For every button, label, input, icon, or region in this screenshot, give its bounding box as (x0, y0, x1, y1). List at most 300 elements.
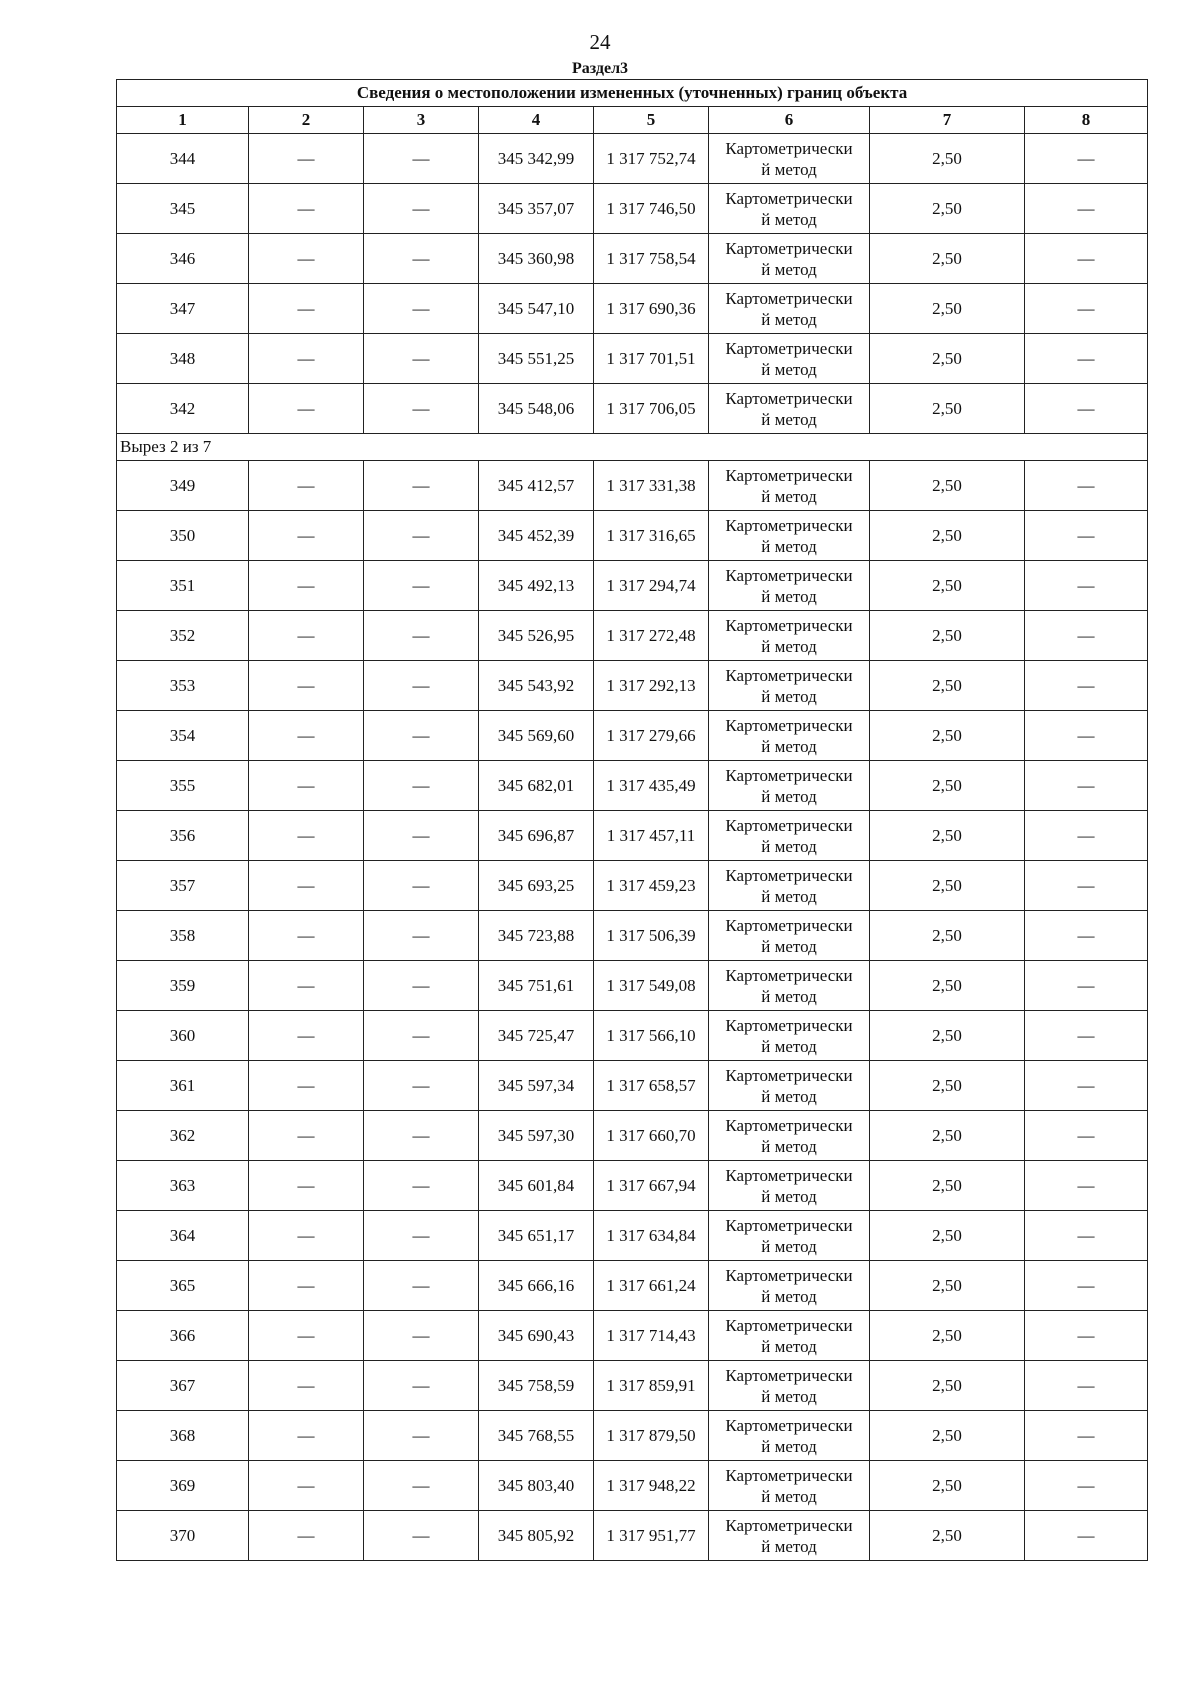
method-cell (709, 1361, 870, 1411)
column-header: 8 (1025, 107, 1148, 134)
table-row (117, 134, 1148, 184)
x-coordinate-cell: 345 342,99 (479, 134, 594, 184)
accuracy-cell: 2,50 (870, 1261, 1025, 1311)
point-number-cell: 346 (117, 234, 249, 284)
empty-dash-cell: — (364, 711, 479, 761)
method-line: й метод (761, 786, 817, 806)
point-number-cell: 354 (117, 711, 249, 761)
method-cell (709, 961, 870, 1011)
method-line: Картометрически (725, 965, 853, 985)
method-line: й метод (761, 1386, 817, 1406)
method-cell (709, 1461, 870, 1511)
empty-dash-cell: — (364, 1411, 479, 1461)
table-row (117, 334, 1148, 384)
y-coordinate-cell: 1 317 549,08 (594, 961, 709, 1011)
empty-dash-cell: — (1025, 1211, 1148, 1261)
empty-dash-cell: — (364, 1511, 479, 1561)
empty-dash-cell: — (249, 1011, 364, 1061)
accuracy-cell: 2,50 (870, 334, 1025, 384)
method-line: й метод (761, 1136, 817, 1156)
method-line: Картометрически (725, 238, 853, 258)
y-coordinate-cell: 1 317 951,77 (594, 1511, 709, 1561)
column-header: 1 (117, 107, 249, 134)
method-line: Картометрически (725, 1065, 853, 1085)
x-coordinate-cell: 345 526,95 (479, 611, 594, 661)
x-coordinate-cell: 345 452,39 (479, 511, 594, 561)
empty-dash-cell: — (249, 384, 364, 434)
method-line: Картометрически (725, 1365, 853, 1385)
method-cell (709, 761, 870, 811)
x-coordinate-cell: 345 803,40 (479, 1461, 594, 1511)
x-coordinate-cell: 345 768,55 (479, 1411, 594, 1461)
y-coordinate-cell: 1 317 690,36 (594, 284, 709, 334)
method-line: Картометрически (725, 388, 853, 408)
method-line: й метод (761, 986, 817, 1006)
empty-dash-cell: — (1025, 811, 1148, 861)
method-line: Картометрически (725, 1115, 853, 1135)
column-header: 7 (870, 107, 1025, 134)
empty-dash-cell: — (1025, 1161, 1148, 1211)
accuracy-cell: 2,50 (870, 761, 1025, 811)
empty-dash-cell: — (1025, 461, 1148, 511)
table-row (117, 1211, 1148, 1261)
x-coordinate-cell: 345 357,07 (479, 184, 594, 234)
empty-dash-cell: — (249, 1511, 364, 1561)
method-line: Картометрически (725, 665, 853, 685)
method-cell (709, 861, 870, 911)
y-coordinate-cell: 1 317 701,51 (594, 334, 709, 384)
empty-dash-cell: — (1025, 711, 1148, 761)
empty-dash-cell: — (249, 1161, 364, 1211)
method-line: й метод (761, 836, 817, 856)
accuracy-cell: 2,50 (870, 561, 1025, 611)
method-cell (709, 1061, 870, 1111)
method-line: й метод (761, 1336, 817, 1356)
method-line: Картометрически (725, 188, 853, 208)
method-line: Картометрически (725, 1215, 853, 1235)
point-number-cell: 355 (117, 761, 249, 811)
empty-dash-cell: — (1025, 184, 1148, 234)
y-coordinate-cell: 1 317 948,22 (594, 1461, 709, 1511)
accuracy-cell: 2,50 (870, 661, 1025, 711)
empty-dash-cell: — (364, 911, 479, 961)
table-row (117, 761, 1148, 811)
method-line: Картометрически (725, 1465, 853, 1485)
empty-dash-cell: — (249, 234, 364, 284)
section-title: Раздел3 (571, 60, 629, 77)
empty-dash-cell: — (1025, 234, 1148, 284)
y-coordinate-cell: 1 317 331,38 (594, 461, 709, 511)
x-coordinate-cell: 345 551,25 (479, 334, 594, 384)
x-coordinate-cell: 345 751,61 (479, 961, 594, 1011)
empty-dash-cell: — (249, 1061, 364, 1111)
empty-dash-cell: — (364, 761, 479, 811)
accuracy-cell: 2,50 (870, 1361, 1025, 1411)
method-line: й метод (761, 159, 817, 179)
method-cell (709, 911, 870, 961)
method-cell (709, 1411, 870, 1461)
empty-dash-cell: — (364, 661, 479, 711)
empty-dash-cell: — (364, 961, 479, 1011)
x-coordinate-cell: 345 360,98 (479, 234, 594, 284)
method-line: Картометрически (725, 765, 853, 785)
empty-dash-cell: — (249, 184, 364, 234)
empty-dash-cell: — (1025, 1461, 1148, 1511)
table-row (117, 1411, 1148, 1461)
method-cell (709, 384, 870, 434)
empty-dash-cell: — (249, 811, 364, 861)
table-row (117, 1161, 1148, 1211)
point-number-cell: 348 (117, 334, 249, 384)
method-line: й метод (761, 1186, 817, 1206)
empty-dash-cell: — (1025, 1061, 1148, 1111)
empty-dash-cell: — (249, 661, 364, 711)
method-line: Картометрически (725, 465, 853, 485)
empty-dash-cell: — (364, 384, 479, 434)
method-cell (709, 711, 870, 761)
accuracy-cell: 2,50 (870, 134, 1025, 184)
empty-dash-cell: — (364, 1361, 479, 1411)
table-row (117, 1361, 1148, 1411)
empty-dash-cell: — (249, 1311, 364, 1361)
point-number-cell: 363 (117, 1161, 249, 1211)
y-coordinate-cell: 1 317 506,39 (594, 911, 709, 961)
table-caption-row (117, 80, 1148, 107)
empty-dash-cell: — (249, 561, 364, 611)
accuracy-cell: 2,50 (870, 861, 1025, 911)
accuracy-cell: 2,50 (870, 1211, 1025, 1261)
accuracy-cell: 2,50 (870, 911, 1025, 961)
empty-dash-cell: — (364, 811, 479, 861)
method-cell (709, 661, 870, 711)
method-cell (709, 1211, 870, 1261)
method-cell (709, 334, 870, 384)
table-row (117, 611, 1148, 661)
coordinates-table (116, 79, 1148, 1561)
table-row (117, 384, 1148, 434)
accuracy-cell: 2,50 (870, 1411, 1025, 1461)
point-number-cell: 361 (117, 1061, 249, 1111)
table-row (117, 1011, 1148, 1061)
empty-dash-cell: — (1025, 511, 1148, 561)
method-line: Картометрически (725, 865, 853, 885)
empty-dash-cell: — (364, 461, 479, 511)
accuracy-cell: 2,50 (870, 811, 1025, 861)
table-caption: Сведения о местоположении измененных (уточненных) границ объекта (117, 80, 1148, 107)
method-cell (709, 511, 870, 561)
empty-dash-cell: — (1025, 1361, 1148, 1411)
empty-dash-cell: — (1025, 1311, 1148, 1361)
x-coordinate-cell: 345 492,13 (479, 561, 594, 611)
y-coordinate-cell: 1 317 752,74 (594, 134, 709, 184)
accuracy-cell: 2,50 (870, 461, 1025, 511)
empty-dash-cell: — (249, 511, 364, 561)
method-line: й метод (761, 1086, 817, 1106)
point-number-cell: 358 (117, 911, 249, 961)
method-cell (709, 184, 870, 234)
empty-dash-cell: — (249, 761, 364, 811)
table-row (117, 1311, 1148, 1361)
empty-dash-cell: — (1025, 134, 1148, 184)
empty-dash-cell: — (1025, 1011, 1148, 1061)
method-cell (709, 811, 870, 861)
empty-dash-cell: — (364, 184, 479, 234)
point-number-cell: 366 (117, 1311, 249, 1361)
table-row (117, 561, 1148, 611)
method-line: Картометрически (725, 615, 853, 635)
empty-dash-cell: — (1025, 384, 1148, 434)
empty-dash-cell: — (364, 611, 479, 661)
y-coordinate-cell: 1 317 294,74 (594, 561, 709, 611)
empty-dash-cell: — (249, 961, 364, 1011)
empty-dash-cell: — (1025, 861, 1148, 911)
x-coordinate-cell: 345 601,84 (479, 1161, 594, 1211)
method-line: Картометрически (725, 138, 853, 158)
empty-dash-cell: — (249, 1211, 364, 1261)
point-number-cell: 352 (117, 611, 249, 661)
y-coordinate-cell: 1 317 272,48 (594, 611, 709, 661)
x-coordinate-cell: 345 569,60 (479, 711, 594, 761)
method-line: й метод (761, 1536, 817, 1556)
method-line: Картометрически (725, 515, 853, 535)
table-row (117, 461, 1148, 511)
empty-dash-cell: — (364, 1461, 479, 1511)
empty-dash-cell: — (364, 861, 479, 911)
point-number-cell: 362 (117, 1111, 249, 1161)
point-number-cell: 364 (117, 1211, 249, 1261)
method-cell (709, 1011, 870, 1061)
method-cell (709, 1111, 870, 1161)
point-number-cell: 350 (117, 511, 249, 561)
method-cell (709, 561, 870, 611)
table-row (117, 661, 1148, 711)
y-coordinate-cell: 1 317 459,23 (594, 861, 709, 911)
table-row (117, 961, 1148, 1011)
column-header: 5 (594, 107, 709, 134)
accuracy-cell: 2,50 (870, 961, 1025, 1011)
empty-dash-cell: — (364, 134, 479, 184)
empty-dash-cell: — (364, 234, 479, 284)
empty-dash-cell: — (249, 1261, 364, 1311)
y-coordinate-cell: 1 317 667,94 (594, 1161, 709, 1211)
accuracy-cell: 2,50 (870, 1161, 1025, 1211)
column-header: 2 (249, 107, 364, 134)
x-coordinate-cell: 345 548,06 (479, 384, 594, 434)
y-coordinate-cell: 1 317 714,43 (594, 1311, 709, 1361)
y-coordinate-cell: 1 317 279,66 (594, 711, 709, 761)
method-line: й метод (761, 936, 817, 956)
method-line: Картометрически (725, 715, 853, 735)
method-line: й метод (761, 259, 817, 279)
method-line: й метод (761, 309, 817, 329)
x-coordinate-cell: 345 547,10 (479, 284, 594, 334)
accuracy-cell: 2,50 (870, 284, 1025, 334)
method-line: Картометрически (725, 1165, 853, 1185)
x-coordinate-cell: 345 696,87 (479, 811, 594, 861)
method-line: й метод (761, 409, 817, 429)
method-line: й метод (761, 886, 817, 906)
method-line: й метод (761, 1486, 817, 1506)
point-number-cell: 351 (117, 561, 249, 611)
x-coordinate-cell: 345 690,43 (479, 1311, 594, 1361)
y-coordinate-cell: 1 317 661,24 (594, 1261, 709, 1311)
y-coordinate-cell: 1 317 758,54 (594, 234, 709, 284)
point-number-cell: 368 (117, 1411, 249, 1461)
table-row (117, 1061, 1148, 1111)
column-header-row (117, 107, 1148, 134)
point-number-cell: 345 (117, 184, 249, 234)
method-cell (709, 1161, 870, 1211)
empty-dash-cell: — (364, 1161, 479, 1211)
empty-dash-cell: — (364, 1061, 479, 1111)
method-line: Картометрически (725, 1015, 853, 1035)
table-row (117, 911, 1148, 961)
method-cell (709, 234, 870, 284)
empty-dash-cell: — (249, 1361, 364, 1411)
x-coordinate-cell: 345 758,59 (479, 1361, 594, 1411)
empty-dash-cell: — (249, 611, 364, 661)
empty-dash-cell: — (249, 1111, 364, 1161)
x-coordinate-cell: 345 693,25 (479, 861, 594, 911)
table-row (117, 711, 1148, 761)
empty-dash-cell: — (364, 284, 479, 334)
x-coordinate-cell: 345 412,57 (479, 461, 594, 511)
group-label-row (117, 434, 1148, 461)
accuracy-cell: 2,50 (870, 184, 1025, 234)
method-line: Картометрически (725, 565, 853, 585)
accuracy-cell: 2,50 (870, 711, 1025, 761)
empty-dash-cell: — (1025, 1411, 1148, 1461)
accuracy-cell: 2,50 (870, 511, 1025, 561)
table-row (117, 234, 1148, 284)
method-line: й метод (761, 1036, 817, 1056)
empty-dash-cell: — (1025, 661, 1148, 711)
empty-dash-cell: — (249, 461, 364, 511)
point-number-cell: 342 (117, 384, 249, 434)
y-coordinate-cell: 1 317 292,13 (594, 661, 709, 711)
method-line: й метод (761, 636, 817, 656)
empty-dash-cell: — (249, 284, 364, 334)
point-number-cell: 349 (117, 461, 249, 511)
method-line: й метод (761, 536, 817, 556)
empty-dash-cell: — (1025, 1261, 1148, 1311)
point-number-cell: 357 (117, 861, 249, 911)
point-number-cell: 359 (117, 961, 249, 1011)
y-coordinate-cell: 1 317 658,57 (594, 1061, 709, 1111)
empty-dash-cell: — (364, 511, 479, 561)
point-number-cell: 367 (117, 1361, 249, 1411)
method-cell (709, 1261, 870, 1311)
table-body (117, 134, 1148, 1561)
point-number-cell: 360 (117, 1011, 249, 1061)
y-coordinate-cell: 1 317 859,91 (594, 1361, 709, 1411)
empty-dash-cell: — (249, 334, 364, 384)
y-coordinate-cell: 1 317 316,65 (594, 511, 709, 561)
table-row (117, 861, 1148, 911)
empty-dash-cell: — (249, 911, 364, 961)
method-cell (709, 461, 870, 511)
method-line: й метод (761, 1436, 817, 1456)
method-line: Картометрически (725, 1515, 853, 1535)
y-coordinate-cell: 1 317 634,84 (594, 1211, 709, 1261)
x-coordinate-cell: 345 597,30 (479, 1111, 594, 1161)
method-cell (709, 284, 870, 334)
y-coordinate-cell: 1 317 435,49 (594, 761, 709, 811)
method-cell (709, 611, 870, 661)
empty-dash-cell: — (1025, 1511, 1148, 1561)
accuracy-cell: 2,50 (870, 384, 1025, 434)
x-coordinate-cell: 345 682,01 (479, 761, 594, 811)
x-coordinate-cell: 345 725,47 (479, 1011, 594, 1061)
y-coordinate-cell: 1 317 706,05 (594, 384, 709, 434)
y-coordinate-cell: 1 317 660,70 (594, 1111, 709, 1161)
column-header: 4 (479, 107, 594, 134)
empty-dash-cell: — (364, 561, 479, 611)
y-coordinate-cell: 1 317 746,50 (594, 184, 709, 234)
method-line: Картометрически (725, 1265, 853, 1285)
x-coordinate-cell: 345 651,17 (479, 1211, 594, 1261)
table-row (117, 284, 1148, 334)
table-row (117, 1461, 1148, 1511)
x-coordinate-cell: 345 666,16 (479, 1261, 594, 1311)
empty-dash-cell: — (1025, 961, 1148, 1011)
method-line: Картометрически (725, 1415, 853, 1435)
empty-dash-cell: — (1025, 334, 1148, 384)
method-cell (709, 134, 870, 184)
group-label: Вырез 2 из 7 (117, 434, 1148, 461)
accuracy-cell: 2,50 (870, 234, 1025, 284)
empty-dash-cell: — (364, 1311, 479, 1361)
column-header: 3 (364, 107, 479, 134)
method-line: й метод (761, 686, 817, 706)
point-number-cell: 356 (117, 811, 249, 861)
accuracy-cell: 2,50 (870, 1061, 1025, 1111)
point-number-cell: 369 (117, 1461, 249, 1511)
method-line: Картометрически (725, 1315, 853, 1335)
column-header: 6 (709, 107, 870, 134)
empty-dash-cell: — (249, 861, 364, 911)
y-coordinate-cell: 1 317 566,10 (594, 1011, 709, 1061)
empty-dash-cell: — (364, 1011, 479, 1061)
table-row (117, 1111, 1148, 1161)
table-row (117, 511, 1148, 561)
method-line: Картометрически (725, 288, 853, 308)
accuracy-cell: 2,50 (870, 1511, 1025, 1561)
point-number-cell: 370 (117, 1511, 249, 1561)
empty-dash-cell: — (249, 1461, 364, 1511)
point-number-cell: 365 (117, 1261, 249, 1311)
empty-dash-cell: — (1025, 611, 1148, 661)
empty-dash-cell: — (1025, 1111, 1148, 1161)
page-number: 24 (589, 30, 611, 54)
x-coordinate-cell: 345 597,34 (479, 1061, 594, 1111)
x-coordinate-cell: 345 805,92 (479, 1511, 594, 1561)
table-row (117, 1261, 1148, 1311)
empty-dash-cell: — (364, 1111, 479, 1161)
empty-dash-cell: — (1025, 911, 1148, 961)
y-coordinate-cell: 1 317 879,50 (594, 1411, 709, 1461)
method-line: й метод (761, 736, 817, 756)
method-line: й метод (761, 486, 817, 506)
empty-dash-cell: — (249, 711, 364, 761)
empty-dash-cell: — (1025, 284, 1148, 334)
x-coordinate-cell: 345 543,92 (479, 661, 594, 711)
point-number-cell: 353 (117, 661, 249, 711)
empty-dash-cell: — (364, 1211, 479, 1261)
method-line: й метод (761, 209, 817, 229)
method-cell (709, 1311, 870, 1361)
method-line: й метод (761, 586, 817, 606)
